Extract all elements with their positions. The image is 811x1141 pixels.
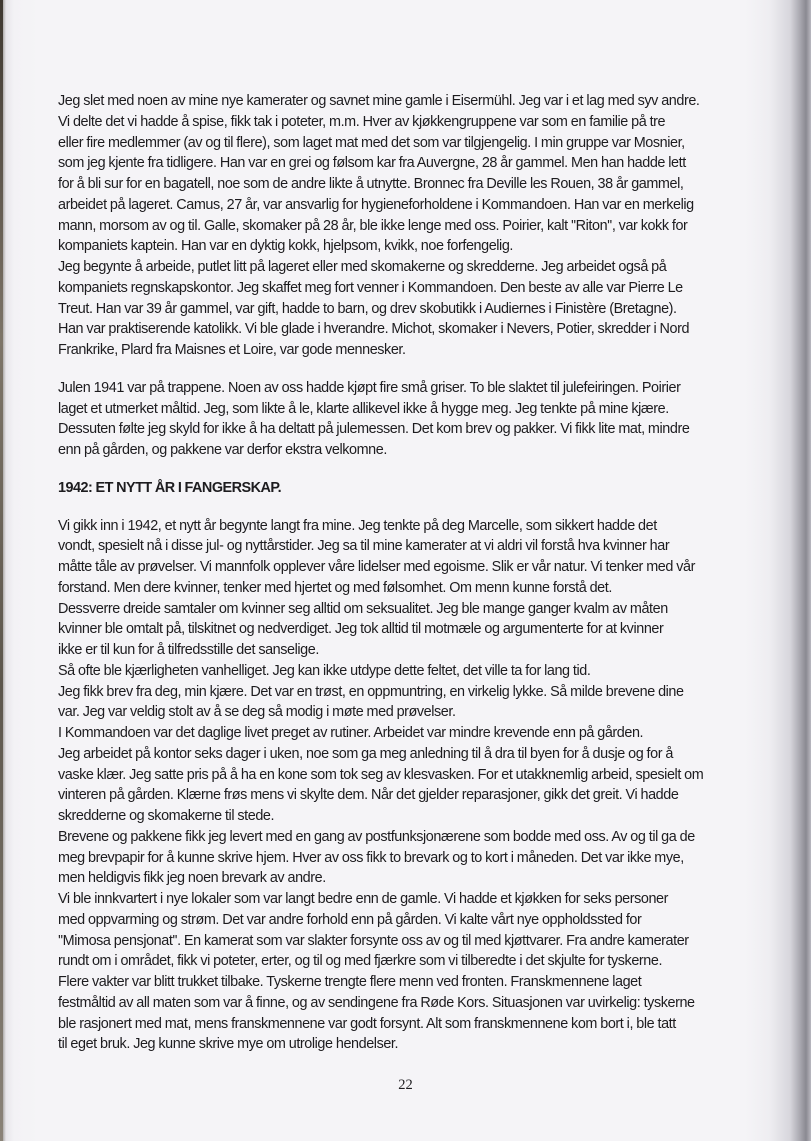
text-line: Flere vakter var blitt trukket tilbake. Tyskerne trengte flere menn ved fronten. Franskmennene laget [58,974,642,990]
text-line: rundt om i området, fikk vi poteter, erter, og til og med fjærkre som vi tilberedte i det skjulte for tyskerne. [58,953,663,970]
text-line: skredderne og skomakerne til stede. [58,808,275,824]
text-line: vaske klær. Jeg satte pris på å ha en kone som tok seg av klesvasken. For et utakknemlig arbeid, spesielt om [58,766,704,783]
text-line: Vi gikk inn i 1942, et nytt år begynte langt fra mine. Jeg tenkte på deg Marcelle, som sikkert hadde det [58,517,657,534]
text-line: kompaniets regnskapskontor. Jeg skaffet meg fort venner i Kommandoen. Den beste av alle var Pierre Le [58,279,683,296]
text-line: ikke er til kun for å tilfredsstille det sanselige. [58,642,319,658]
text-line: Jeg fikk brev fra deg, min kjære. Det var en trøst, en oppmuntring, en virkelig lykke. Så milde brevene dine [58,683,684,700]
text-line: Jeg arbeidet på kontor seks dager i uken, noe som ga meg anledning til å dra til byen for å dusje og for å [58,745,673,762]
text-line: festmåltid av all maten som var å finne, og av sendingene fra Røde Kors. Situasjonen var uvirkelig: tyskerne [58,994,695,1011]
text-line: meg brevpapir for å kunne skrive hjem. Hver av oss fikk to brevark og to kort i måneden. Det var ikke mye, [58,849,684,866]
paragraph-2 [58,378,770,461]
text-line: Julen 1941 var på trappene. Noen av oss hadde kjøpt fire små griser. To ble slaktet til julefeiringen. Poirier [58,379,681,396]
text-line: med oppvarming og strøm. Det var andre forhold enn på gården. Vi kalte vårt nye oppholdssted for [58,911,642,928]
text-line: arbeidet på lageret. Camus, 27 år, var ansvarlig for hygieneforholdene i Kommandoen. Han var en merkelig [58,196,694,213]
text-line: kvinner ble omtalt på, tilskitnet og nedverdiget. Jeg tok alltid til motmæle og argumenterte for at kvinner [58,621,664,638]
text-line: kompaniets kaptein. Han var en dyktig kokk, hjelpsom, kvikk, noe forfengelig. [58,238,513,255]
text-line: enn på gården, og pakkene var derfor ekstra velkomne. [58,442,387,458]
text-line: vondt, spesielt nå i disse jul- og nyttårstider. Jeg sa til mine kamerater at vi aldri vil forstå hva kvinner har [58,538,670,555]
text-line: som jeg kjente fra tidligere. Han var en grei og følsom kar fra Auvergne, 28 år gammel. Men han hadde lett [58,155,686,172]
text-line: eller fire medlemmer (av og til flere), som laget mat med det som var tilgjengelig. I min gruppe var Mosnier, [58,134,685,151]
section-heading: 1942: ET NYTT ÅR I FANGERSKAP. [58,479,282,496]
text-line: Vi ble innkvartert i nye lokaler som var langt bedre enn de gamle. Vi hadde et kjøkken for seks personer [58,891,669,907]
paragraph-3 [58,516,770,1056]
text-line: ''Mimosa pensjonat''. En kamerat som var slakter forsynte oss av og til med kjøttvarer. Fra andre kamerater [58,932,689,949]
binding-shadow [0,0,3,1141]
text-line: Så ofte ble kjærligheten vanhelliget. Jeg kan ikke utdype dette feltet, det ville ta for lang tid. [58,662,591,679]
paragraph-gap [58,361,770,378]
text-line: til eget bruk. Jeg kunne skrive mye om utrolige hendelser. [58,1036,399,1053]
text-line: Treut. Han var 39 år gammel, var gift, hadde to barn, og drev skobutikk i Audiernes i Finistère (Bretagne). [58,300,677,317]
text-line: Brevene og pakkene fikk jeg levert med en gang av postfunksjonærene som bodde med oss. Av og til ga de [58,828,695,845]
text-line: for å bli sur for en bagatell, noe som de andre likte å utnytte. Bronnec fra Deville les Rouen, 38 år gammel, [58,176,684,192]
page-number: 22 [398,1077,413,1093]
text-line: vinteren på gården. Klærne frøs mens vi skylte dem. Når det gjelder reparasjoner, gikk det greit. Vi hadde [58,787,679,804]
text-line: var. Jeg var veldig stolt av å se deg så modig i møte med prøvelser. [58,704,456,721]
text-line: mann, morsom av og til. Galle, skomaker på 28 år, ble ikke lenge med oss. Poirier, kalt ''Riton'', var kokk for [58,217,688,234]
paragraph-1 [58,91,770,361]
paragraph-gap [58,461,770,478]
text-line: men heldigvis fikk jeg noen brevark av andre. [58,870,326,887]
text-line: Vi delte det vi hadde å spise, fikk tak i poteter, m.m. Hver av kjøkkengruppene var som en familie på tre [58,113,666,130]
text-line: Jeg slet med noen av mine nye kamerater og savnet mine gamle i Eisermühl. Jeg var i et lag med syv andre. [58,93,700,109]
text-line: I Kommandoen var det daglige livet preget av rutiner. Arbeidet var mindre krevende enn på gården. [58,725,644,741]
text-line: forstand. Men dere kvinner, tenker med hjertet og med følsomhet. Om menn kunne forstå det. [58,579,612,596]
text-line: Frankrike, Plard fra Maisnes et Loire, var gode mennesker. [58,342,406,358]
text-line: Dessuten følte jeg skyld for ikke å ha deltatt på julemessen. Det kom brev og pakker. Vi fikk lite mat, mindre [58,421,690,438]
paragraph-gap [58,499,770,516]
text-line: laget et utmerket måltid. Jeg, som likte å le, klarte allikevel ikke å hygge meg. Jeg tenkte på mine kjære. [58,400,669,417]
text-line: måtte tåle av prøvelser. Vi mannfolk opplever våre lidelser med egoisme. Slik er vår natur. Vi tenker med vår [58,559,695,575]
text-line: Jeg begynte å arbeide, putlet litt på lageret eller med skomakerne og skredderne. Jeg arbeidet også på [58,259,667,275]
page-body [58,91,770,1055]
text-line: ble rasjonert med mat, mens franskmennene var godt forsynt. Alt som franskmennene kom bort i, ble tatt [58,1015,676,1032]
text-line: Han var praktiserende katolikk. Vi ble glade i hverandre. Michot, skomaker i Nevers, Potier, skredder i Nord [58,321,690,338]
text-line: Dessverre dreide samtaler om kvinner seg alltid om seksualitet. Jeg ble mange ganger kvalm av måten [58,600,668,617]
